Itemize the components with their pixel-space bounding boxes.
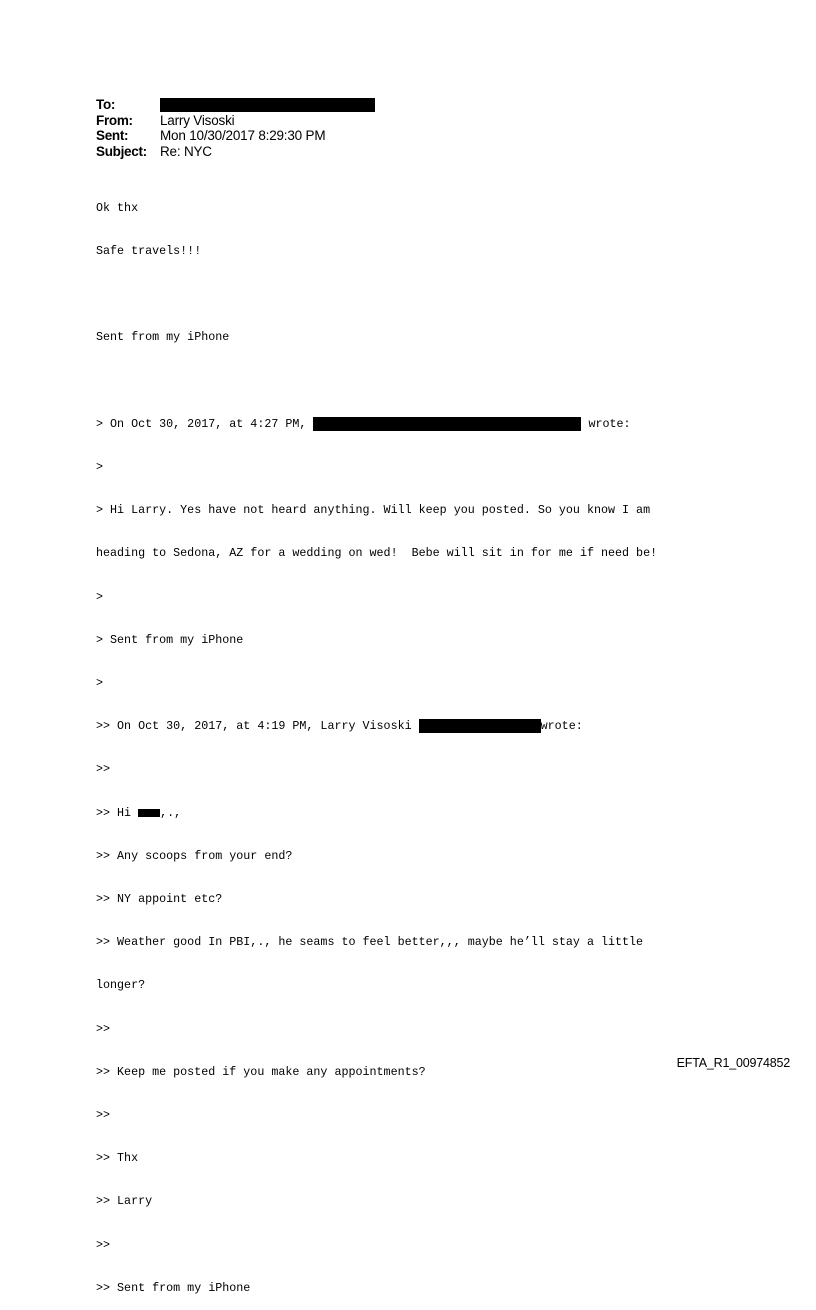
quote-line: >> Any scoops from your end?	[96, 848, 293, 863]
body-line: Ok thx	[96, 200, 139, 215]
sender-redaction	[313, 417, 581, 431]
subject-label: Subject:	[96, 143, 147, 159]
name-redaction	[138, 809, 160, 817]
quote-line: > Hi Larry. Yes have not heard anything. Will keep you posted. So you know I am	[96, 503, 651, 518]
quote-header-text: > On Oct 30, 2017, at 4:27 PM,	[96, 416, 314, 431]
from-value: Larry Visoski	[160, 112, 235, 128]
greeting-text: >> Hi	[96, 805, 139, 820]
quote-line: longer?	[96, 978, 146, 993]
email-redaction	[419, 719, 541, 733]
quote-line: >> Thx	[96, 1151, 139, 1166]
quote-line: heading to Sedona, AZ for a wedding on wed! Bebe will sit in for me if need be!	[96, 546, 658, 561]
greeting-line	[96, 806, 657, 820]
quote-header-text: wrote:	[540, 719, 583, 734]
quote-line: >>	[96, 1021, 111, 1036]
quote-line: >	[96, 589, 104, 604]
quote-line: >> Keep me posted if you make any appointments?	[96, 1064, 426, 1079]
body-line: Sent from my iPhone	[96, 330, 230, 345]
sent-label: Sent:	[96, 128, 129, 143]
quote-line: >> NY appoint etc?	[96, 892, 223, 907]
nested-quote-header-line	[96, 719, 657, 733]
quote-header-line	[96, 417, 657, 431]
quote-line: >> Larry	[96, 1194, 153, 1209]
quote-line: >	[96, 676, 104, 691]
quote-line: >>	[96, 762, 111, 777]
from-row	[96, 113, 375, 129]
sent-row	[96, 128, 375, 144]
blank-line	[96, 287, 657, 301]
from-label: From:	[96, 112, 133, 128]
quote-line: >> Weather good In PBI,., he seams to feel better,,, maybe he’ll stay a little	[96, 935, 644, 950]
sent-value: Mon 10/30/2017 8:29:30 PM	[160, 128, 326, 143]
quote-line: >>	[96, 1108, 111, 1123]
body-line: Safe travels!!!	[96, 244, 202, 259]
document-id: EFTA_R1_00974852	[676, 1056, 790, 1070]
quote-header-text: >> On Oct 30, 2017, at 4:19 PM, Larry Visoski	[96, 719, 419, 734]
email-body	[96, 172, 657, 1310]
greeting-text: ,.,	[160, 805, 182, 820]
quote-line: > Sent from my iPhone	[96, 632, 244, 647]
to-redaction	[160, 98, 375, 112]
subject-row	[96, 144, 375, 160]
quote-line: >>	[96, 1237, 111, 1252]
to-label: To:	[96, 97, 116, 112]
quote-line: >	[96, 460, 104, 475]
to-row	[96, 97, 375, 113]
subject-value: Re: NYC	[160, 143, 212, 159]
quote-header-text: wrote:	[581, 416, 631, 431]
email-header	[96, 97, 375, 159]
blank-line	[96, 374, 657, 388]
quote-line: >> Sent from my iPhone	[96, 1280, 251, 1295]
